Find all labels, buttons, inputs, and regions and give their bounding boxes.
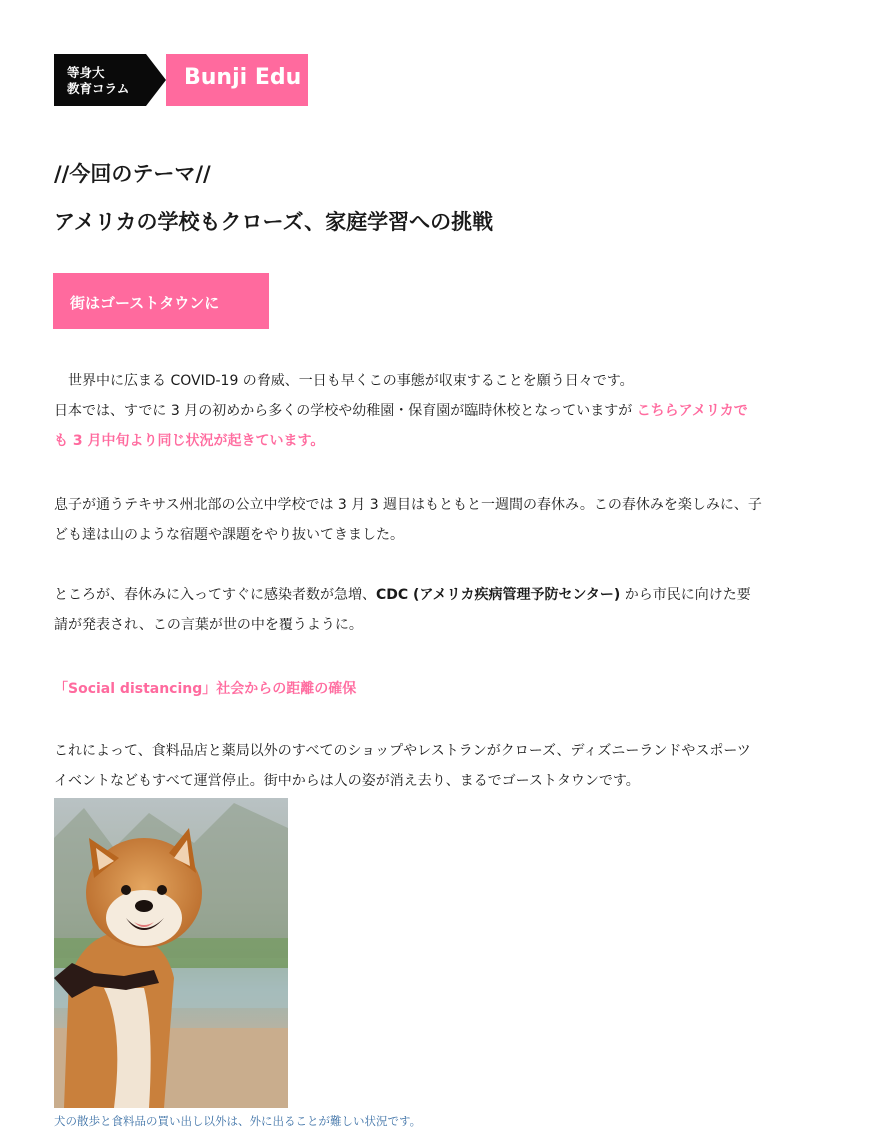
paragraph-line: これによって、食料品店と薬局以外のすべてのショップやレストランがクローズ、ディズニーランドやスポーツ: [54, 743, 751, 759]
paragraph-line: [54, 396, 844, 426]
paragraph-line: イベントなどもすべて運営停止。街中からは人の姿が消え去り、まるでゴーストタウンです。: [54, 773, 640, 789]
paragraph-text: から市民に向けた要: [620, 587, 751, 603]
theme-label: //今回のテーマ//: [54, 162, 211, 186]
logo-black-block: [54, 54, 146, 106]
pink-emphasis: こちらアメリカで: [636, 403, 748, 419]
logo-arrow: [146, 54, 166, 106]
logo-text-line1: 等身大: [67, 65, 105, 80]
shiba-dog-photo: [54, 798, 288, 1108]
site-logo[interactable]: [54, 54, 308, 106]
paragraph-text: 日本では、すでに 3 月の初めから多くの学校や幼稚園・保育園が臨時休校となっていますが: [54, 403, 637, 419]
paragraph-text: ところが、春休みに入ってすぐに感染者数が急増、: [54, 587, 376, 603]
logo-brand: Bunji Edu: [184, 65, 302, 90]
highlight-quote: 「Social distancing」社会からの距離の確保: [54, 681, 357, 697]
photo-caption: 犬の散歩と食料品の買い出し以外は、外に出ることが難しい状況です。: [54, 1114, 422, 1128]
paragraph-line: [54, 580, 844, 610]
paragraph-line: ども達は山のような宿題や課題をやり抜いてきました。: [54, 527, 404, 543]
article-title: アメリカの学校もクローズ、家庭学習への挑戦: [54, 210, 494, 234]
paragraph-line: 息子が通うテキサス州北部の公立中学校では 3 月 3 週目はもともと一週間の春休み。この春休みを楽しみに、子: [54, 497, 762, 513]
pink-emphasis: も 3 月中旬より同じ状況が起きています。: [54, 433, 325, 449]
bold-term: CDC (アメリカ疾病管理予防センター): [376, 587, 621, 603]
paragraph-line: 世界中に広まる COVID-19 の脅威、一日も早くこの事態が収束することを願う日々です。: [54, 373, 634, 389]
paragraph-line: 請が発表され、この言葉が世の中を覆うように。: [54, 617, 363, 633]
logo-text-line2: 教育コラム: [67, 81, 130, 96]
section-heading: 街はゴーストタウンに: [53, 273, 269, 329]
